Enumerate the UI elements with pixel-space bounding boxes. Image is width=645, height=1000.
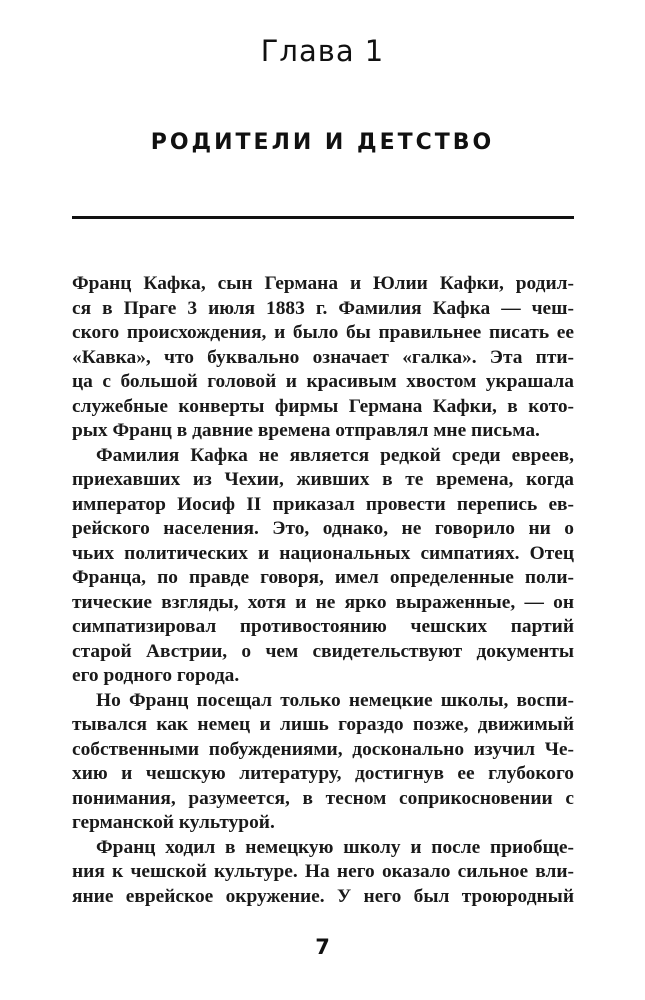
page-number: 7 [315,935,330,959]
text-line: симпатизировал противостоянию чешских партий [72,616,574,637]
text-line: тические взгляды, хотя и не ярко выраженные, — он [72,591,574,613]
text-line: приехавших из Чехии, живших в те времена, когда [72,469,574,490]
chapter-title: РОДИТЕЛИ И ДЕТСТВО [150,130,495,155]
text-line: ского происхождения, и было бы правильнее писать ее [72,322,574,343]
text-line: «Кавка», что буквально означает «галка». Эта пти- [72,346,574,368]
text-line: Франца, по правде говоря, имел определенные поли- [72,567,574,588]
text-line: яние еврейское окружение. У него был троюродный [72,885,574,907]
title-divider [72,216,574,219]
text-line: Франц Кафка, сын Германа и Юлии Кафки, родил- [72,273,574,294]
text-line: понимания, разумеется, в тесном соприкосновении с [72,787,574,809]
text-line: император Иосиф II приказал провести перепись ев- [72,493,574,515]
text-line: тывался как немец и лишь гораздо позже, движимый [72,714,574,735]
text-line: ся в Праге 3 июля 1883 г. Фамилия Кафка — чеш- [72,297,574,319]
chapter-heading: Глава 1 [260,34,385,68]
text-line: рых Франц в давние времена отправлял мне письма. [72,420,540,441]
text-line: хию и чешскую литературу, достигнув ее глубокого [72,763,574,784]
text-line: ния к чешской культуре. На него оказало сильное вли- [72,861,574,882]
text-line: Фамилия Кафка не является редкой среди евреев, [96,444,574,466]
text-line: собственными побуждениями, досконально изучил Че- [72,738,574,760]
text-line: германской культурой. [72,812,275,833]
text-line: ца с большой головой и красивым хвостом украшала [72,371,574,392]
text-line: Но Франц посещал только немецкие школы, воспи- [96,689,574,711]
text-line: старой Австрии, о чем свидетельствуют документы [72,640,574,662]
text-line: Франц ходил в немецкую школу и после приобще- [96,836,574,858]
text-line: рейского населения. Это, однако, не говорило ни о [72,518,574,539]
text-line: служебные конверты фирмы Германа Кафки, в кото- [72,395,574,417]
text-line: его родного города. [72,665,240,686]
text-line: чьих политических и национальных симпатиях. Отец [72,542,574,564]
body-text [72,272,574,909]
